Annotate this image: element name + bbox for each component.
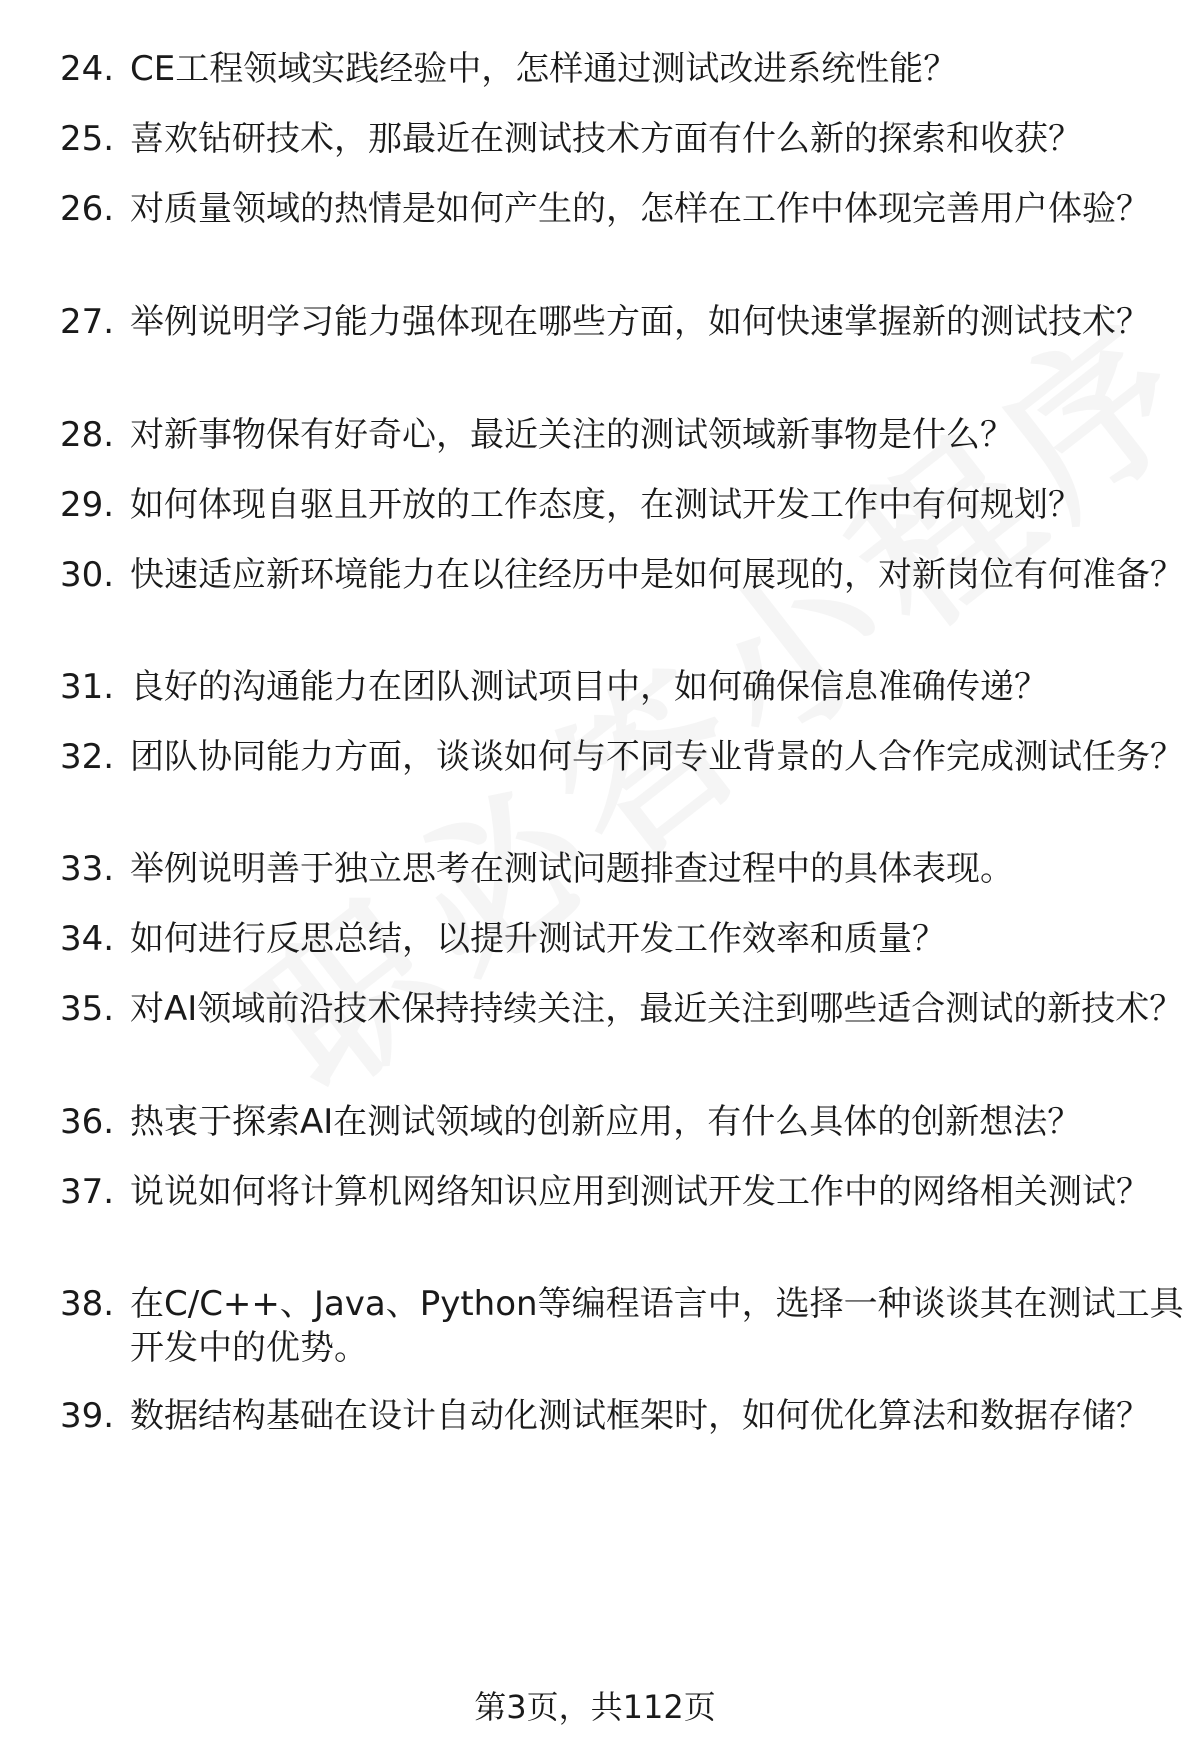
question-text: 如何体现自驱且开放的工作态度，在测试开发工作中有何规划？ (130, 485, 1082, 525)
question-number: 36. (60, 1102, 115, 1142)
question-item (60, 483, 1160, 527)
question-item (60, 117, 1160, 161)
question-text: 数据结构基础在设计自动化测试框架时，如何优化算法和数据存储？ (130, 1396, 1150, 1436)
question-item (60, 735, 1184, 779)
question-item (60, 47, 1160, 91)
question-text: CE工程领域实践经验中，怎样通过测试改进系统性能？ (130, 49, 958, 89)
question-item (60, 987, 1184, 1031)
question-item (60, 1282, 1184, 1370)
question-number: 28. (60, 415, 115, 455)
question-item (60, 1170, 1160, 1214)
question-text: 说说如何将计算机网络知识应用到测试开发工作中的网络相关测试？ (130, 1172, 1150, 1212)
question-text: 举例说明学习能力强体现在哪些方面，如何快速掌握新的测试技术？ (130, 302, 1150, 342)
question-text: 热衷于探索AI在测试领域的创新应用，有什么具体的创新想法？ (130, 1102, 1082, 1142)
question-number: 34. (60, 919, 115, 959)
question-item (60, 917, 1160, 961)
question-number: 38. (60, 1284, 115, 1324)
question-number: 29. (60, 485, 115, 525)
question-item (60, 847, 1160, 891)
question-text: 团队协同能力方面，谈谈如何与不同专业背景的人合作完成测试任务？ (130, 737, 1184, 777)
question-text: 如何进行反思总结，以提升测试开发工作效率和质量？ (130, 919, 946, 959)
question-number: 31. (60, 667, 115, 707)
question-number: 39. (60, 1396, 115, 1436)
question-number: 33. (60, 849, 115, 889)
question-number: 27. (60, 302, 115, 342)
question-text: 对新事物保有好奇心，最近关注的测试领域新事物是什么？ (130, 415, 1014, 455)
question-number: 32. (60, 737, 115, 777)
question-number: 35. (60, 989, 115, 1029)
question-item (60, 413, 1160, 457)
question-text: 喜欢钻研技术，那最近在测试技术方面有什么新的探索和收获？ (130, 119, 1082, 159)
question-number: 25. (60, 119, 115, 159)
question-item (60, 300, 1160, 344)
question-number: 30. (60, 555, 115, 595)
question-text: 在C/C++、Java、Python等编程语言中，选择一种谈谈其在测试工具开发中的优势。 (130, 1284, 1184, 1368)
page-footer: 第3页，共112页 (474, 1688, 716, 1726)
question-number: 26. (60, 189, 115, 229)
question-number: 37. (60, 1172, 115, 1212)
question-text: 快速适应新环境能力在以往经历中是如何展现的，对新岗位有何准备？ (130, 555, 1184, 595)
question-text: 对AI领域前沿技术保持持续关注，最近关注到哪些适合测试的新技术？ (130, 989, 1184, 1029)
question-text: 举例说明善于独立思考在测试问题排查过程中的具体表现。 (130, 849, 1014, 889)
question-number: 24. (60, 49, 115, 89)
question-item (60, 1100, 1160, 1144)
question-text: 对质量领域的热情是如何产生的，怎样在工作中体现完善用户体验？ (130, 189, 1150, 229)
question-text: 良好的沟通能力在团队测试项目中，如何确保信息准确传递？ (130, 667, 1048, 707)
question-item (60, 665, 1160, 709)
question-item (60, 553, 1184, 597)
question-item (60, 187, 1160, 231)
question-item (60, 1394, 1160, 1438)
